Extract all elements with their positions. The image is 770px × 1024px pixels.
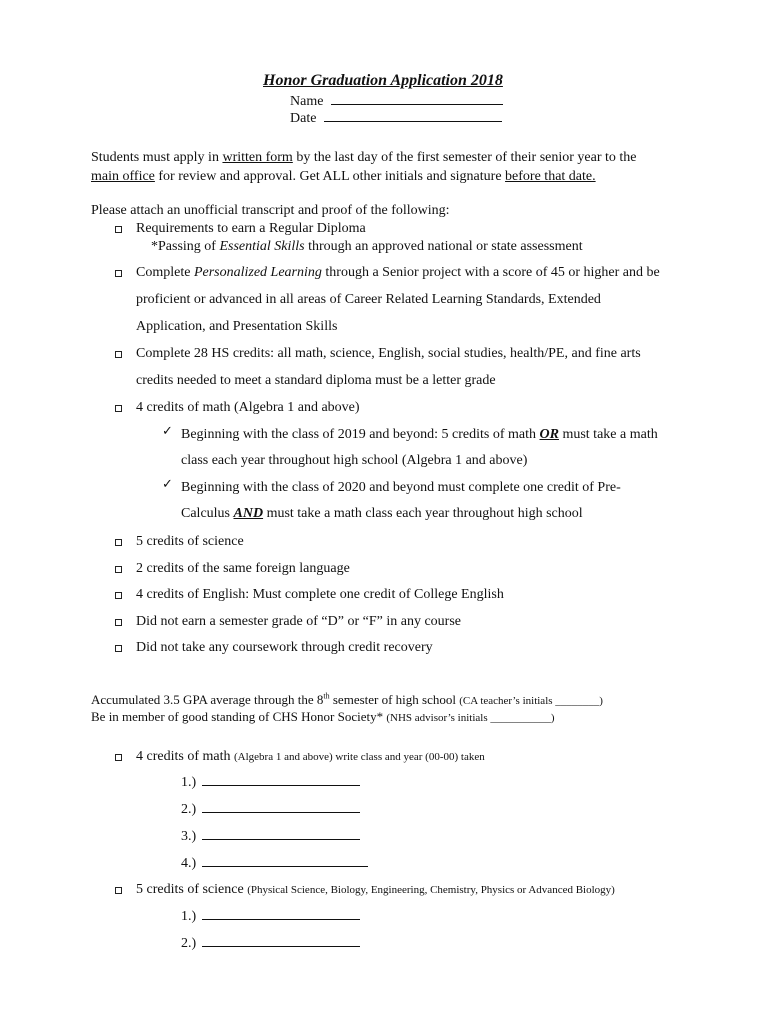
req-science-5: 5 credits of science (136, 534, 244, 549)
ca-teacher-initials-field: (CA teacher’s initials ________) (459, 695, 603, 707)
date-line[interactable] (324, 121, 502, 122)
math-entry-line[interactable] (202, 839, 360, 840)
nhs-line: Be in member of good standing of CHS Honor Society* (NHS advisor’s initials ___________) (91, 709, 555, 724)
req-class-2020-1: Beginning with the class of 2020 and beyond must complete one credit of Pre- (181, 480, 621, 495)
req-personalized-learning-2: proficient or advanced in all areas of Career Related Learning Standards, Extended (136, 292, 601, 307)
before-that-date-text: before that date. (505, 169, 596, 184)
page-title: Honor Graduation Application 2018 (263, 72, 503, 89)
req-no-credit-recovery: Did not take any coursework through credit recovery (136, 640, 433, 655)
checkbox-bullet-icon (115, 351, 122, 358)
checkbox-bullet-icon (115, 592, 122, 599)
intro-line-2: main office for review and approval. Get ALL other initials and signature before that date. (91, 169, 596, 184)
name-line[interactable] (331, 104, 503, 105)
req-personalized-learning-1: Complete Personalized Learning through a Senior project with a score of 45 or higher and be (136, 265, 660, 280)
req-personalized-learning-3: Application, and Presentation Skills (136, 319, 338, 334)
math-entry-4[interactable]: 4.) (181, 855, 368, 872)
checkbox-bullet-icon (115, 754, 122, 761)
gpa-line: Accumulated 3.5 GPA average through the 8th semester of high school (CA teacher’s initials ________) (91, 691, 603, 707)
req-no-d-f: Did not earn a semester grade of “D” or “F” in any course (136, 614, 461, 629)
req-hs-credits-2: credits needed to meet a standard diploma must be a letter grade (136, 373, 496, 388)
checkbox-bullet-icon (115, 566, 122, 573)
science-list-label: 5 credits of science (Physical Science, Biology, Engineering, Chemistry, Physics or Advanced Biology) (136, 882, 615, 897)
math-entry-1[interactable]: 1.) (181, 774, 360, 791)
nhs-advisor-initials-field: (NHS advisor’s initials ___________) (386, 712, 555, 724)
date-label: Date (290, 111, 317, 126)
science-entry-2[interactable]: 2.) (181, 935, 360, 952)
checkmark-icon: ✓ (162, 424, 173, 439)
name-field[interactable] (290, 93, 503, 110)
math-entry-2[interactable]: 2.) (181, 801, 360, 818)
date-field[interactable] (290, 110, 502, 127)
math-entry-line[interactable] (202, 812, 360, 813)
intro-line-3: Please attach an unofficial transcript and proof of the following: (91, 203, 450, 218)
req-hs-credits-1: Complete 28 HS credits: all math, science, English, social studies, health/PE, and fine arts (136, 346, 641, 361)
checkbox-bullet-icon (115, 539, 122, 546)
science-entry-1[interactable]: 1.) (181, 908, 360, 925)
intro-line-1: Students must apply in written form by the last day of the first semester of their senior year to the (91, 150, 637, 165)
req-english-4: 4 credits of English: Must complete one credit of College English (136, 587, 504, 602)
checkbox-bullet-icon (115, 645, 122, 652)
req-class-2019-1: Beginning with the class of 2019 and beyond: 5 credits of math OR must take a math (181, 427, 658, 442)
science-entry-line[interactable] (202, 946, 360, 947)
main-office-text: main office (91, 169, 155, 184)
math-entry-3[interactable]: 3.) (181, 828, 360, 845)
written-form-text: written form (222, 150, 293, 165)
req-math-4: 4 credits of math (Algebra 1 and above) (136, 400, 360, 415)
checkmark-icon: ✓ (162, 477, 173, 492)
req-foreign-language: 2 credits of the same foreign language (136, 561, 350, 576)
req-essential-skills: *Passing of Essential Skills through an approved national or state assessment (151, 239, 583, 254)
checkbox-bullet-icon (115, 405, 122, 412)
science-entry-line[interactable] (202, 919, 360, 920)
req-class-2020-2: Calculus AND must take a math class each year throughout high school (181, 506, 583, 521)
checkbox-bullet-icon (115, 619, 122, 626)
math-entry-line[interactable] (202, 785, 360, 786)
req-class-2019-2: class each year throughout high school (Algebra 1 and above) (181, 453, 528, 468)
req-regular-diploma: Requirements to earn a Regular Diploma (136, 221, 366, 236)
math-entry-line[interactable] (202, 866, 368, 867)
name-label: Name (290, 94, 324, 109)
checkbox-bullet-icon (115, 270, 122, 277)
checkbox-bullet-icon (115, 226, 122, 233)
checkbox-bullet-icon (115, 887, 122, 894)
math-list-label: 4 credits of math (Algebra 1 and above) write class and year (00-00) taken (136, 749, 485, 764)
